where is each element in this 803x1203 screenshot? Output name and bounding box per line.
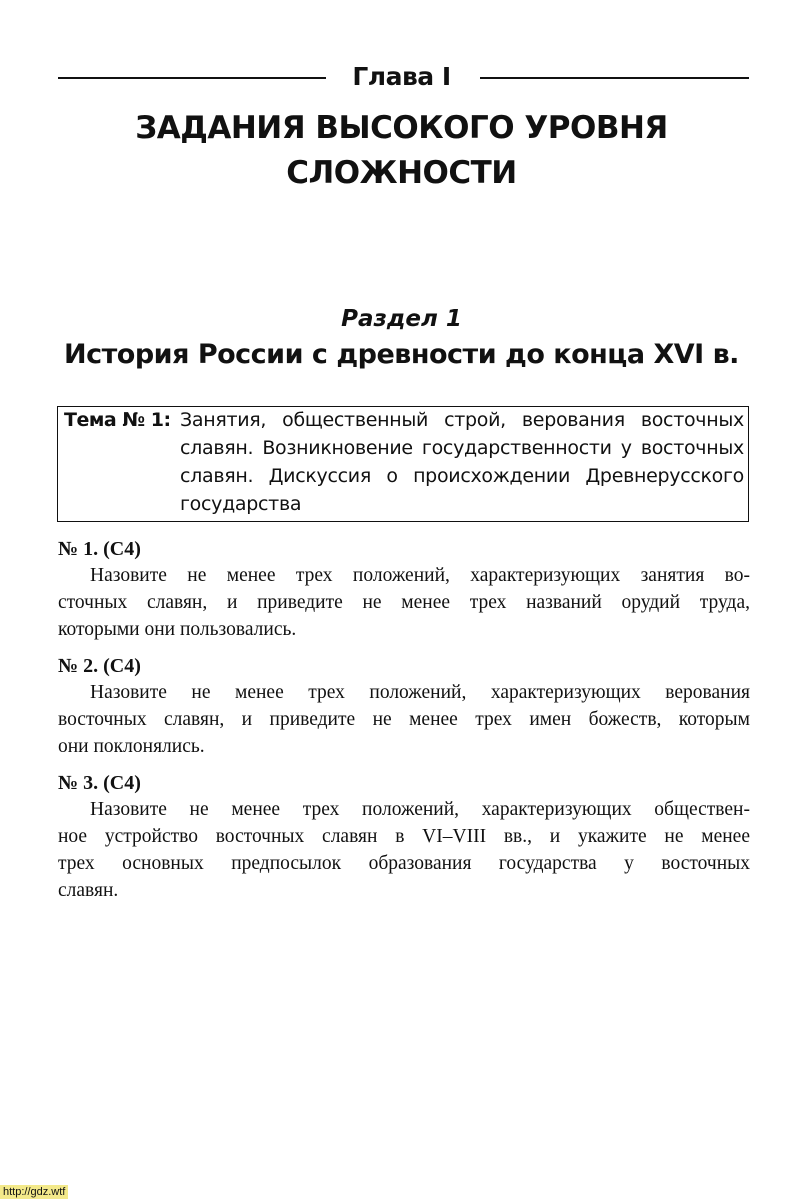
task-heading: № 2. (C4) bbox=[58, 655, 141, 677]
task-text-line: сточных славян, и приведите не менее трех названий орудий труда, bbox=[58, 592, 750, 613]
header-rule-right bbox=[480, 77, 749, 79]
section-label: Раздел 1 bbox=[341, 306, 462, 332]
topic-line: славян. Дискуссия о происхождении Древнерусского bbox=[180, 465, 744, 487]
chapter-heading: Глава I bbox=[352, 62, 451, 91]
task-text-line: они поклонялись. bbox=[58, 736, 205, 757]
topic-box bbox=[57, 406, 749, 522]
task-text-line: трех основных предпосылок образования государства у восточных bbox=[58, 853, 750, 874]
page-title-line-1: ЗАДАНИЯ ВЫСОКОГО УРОВНЯ bbox=[135, 110, 668, 146]
task-heading: № 3. (C4) bbox=[58, 772, 141, 794]
page-title-line-2: СЛОЖНОСТИ bbox=[286, 155, 517, 191]
task-text-line: Назовите не менее трех положений, характеризующих верования bbox=[90, 682, 750, 703]
topic-line: государства bbox=[180, 493, 302, 515]
task-heading: № 1. (C4) bbox=[58, 538, 141, 560]
task-text-line: Назовите не менее трех положений, характеризующих обществен- bbox=[90, 799, 750, 820]
task-text-line: славян. bbox=[58, 880, 119, 901]
topic-line: славян. Возникновение государственности у восточных bbox=[180, 437, 744, 459]
task-text-line: которыми они пользовались. bbox=[58, 619, 297, 640]
task-text-line: ное устройство восточных славян в VI–VIII вв., и укажите не менее bbox=[58, 826, 750, 847]
section-title: История России с древности до конца XVI в. bbox=[64, 339, 739, 370]
topic-line: Занятия, общественный строй, верования восточных bbox=[180, 409, 744, 431]
source-link[interactable]: http://gdz.wtf bbox=[0, 1185, 68, 1199]
task-text-line: Назовите не менее трех положений, характеризующих занятия во- bbox=[90, 565, 750, 586]
topic-label: Тема № 1: bbox=[64, 409, 171, 431]
task-text-line: восточных славян, и приведите не менее трех имен божеств, которым bbox=[58, 709, 750, 730]
